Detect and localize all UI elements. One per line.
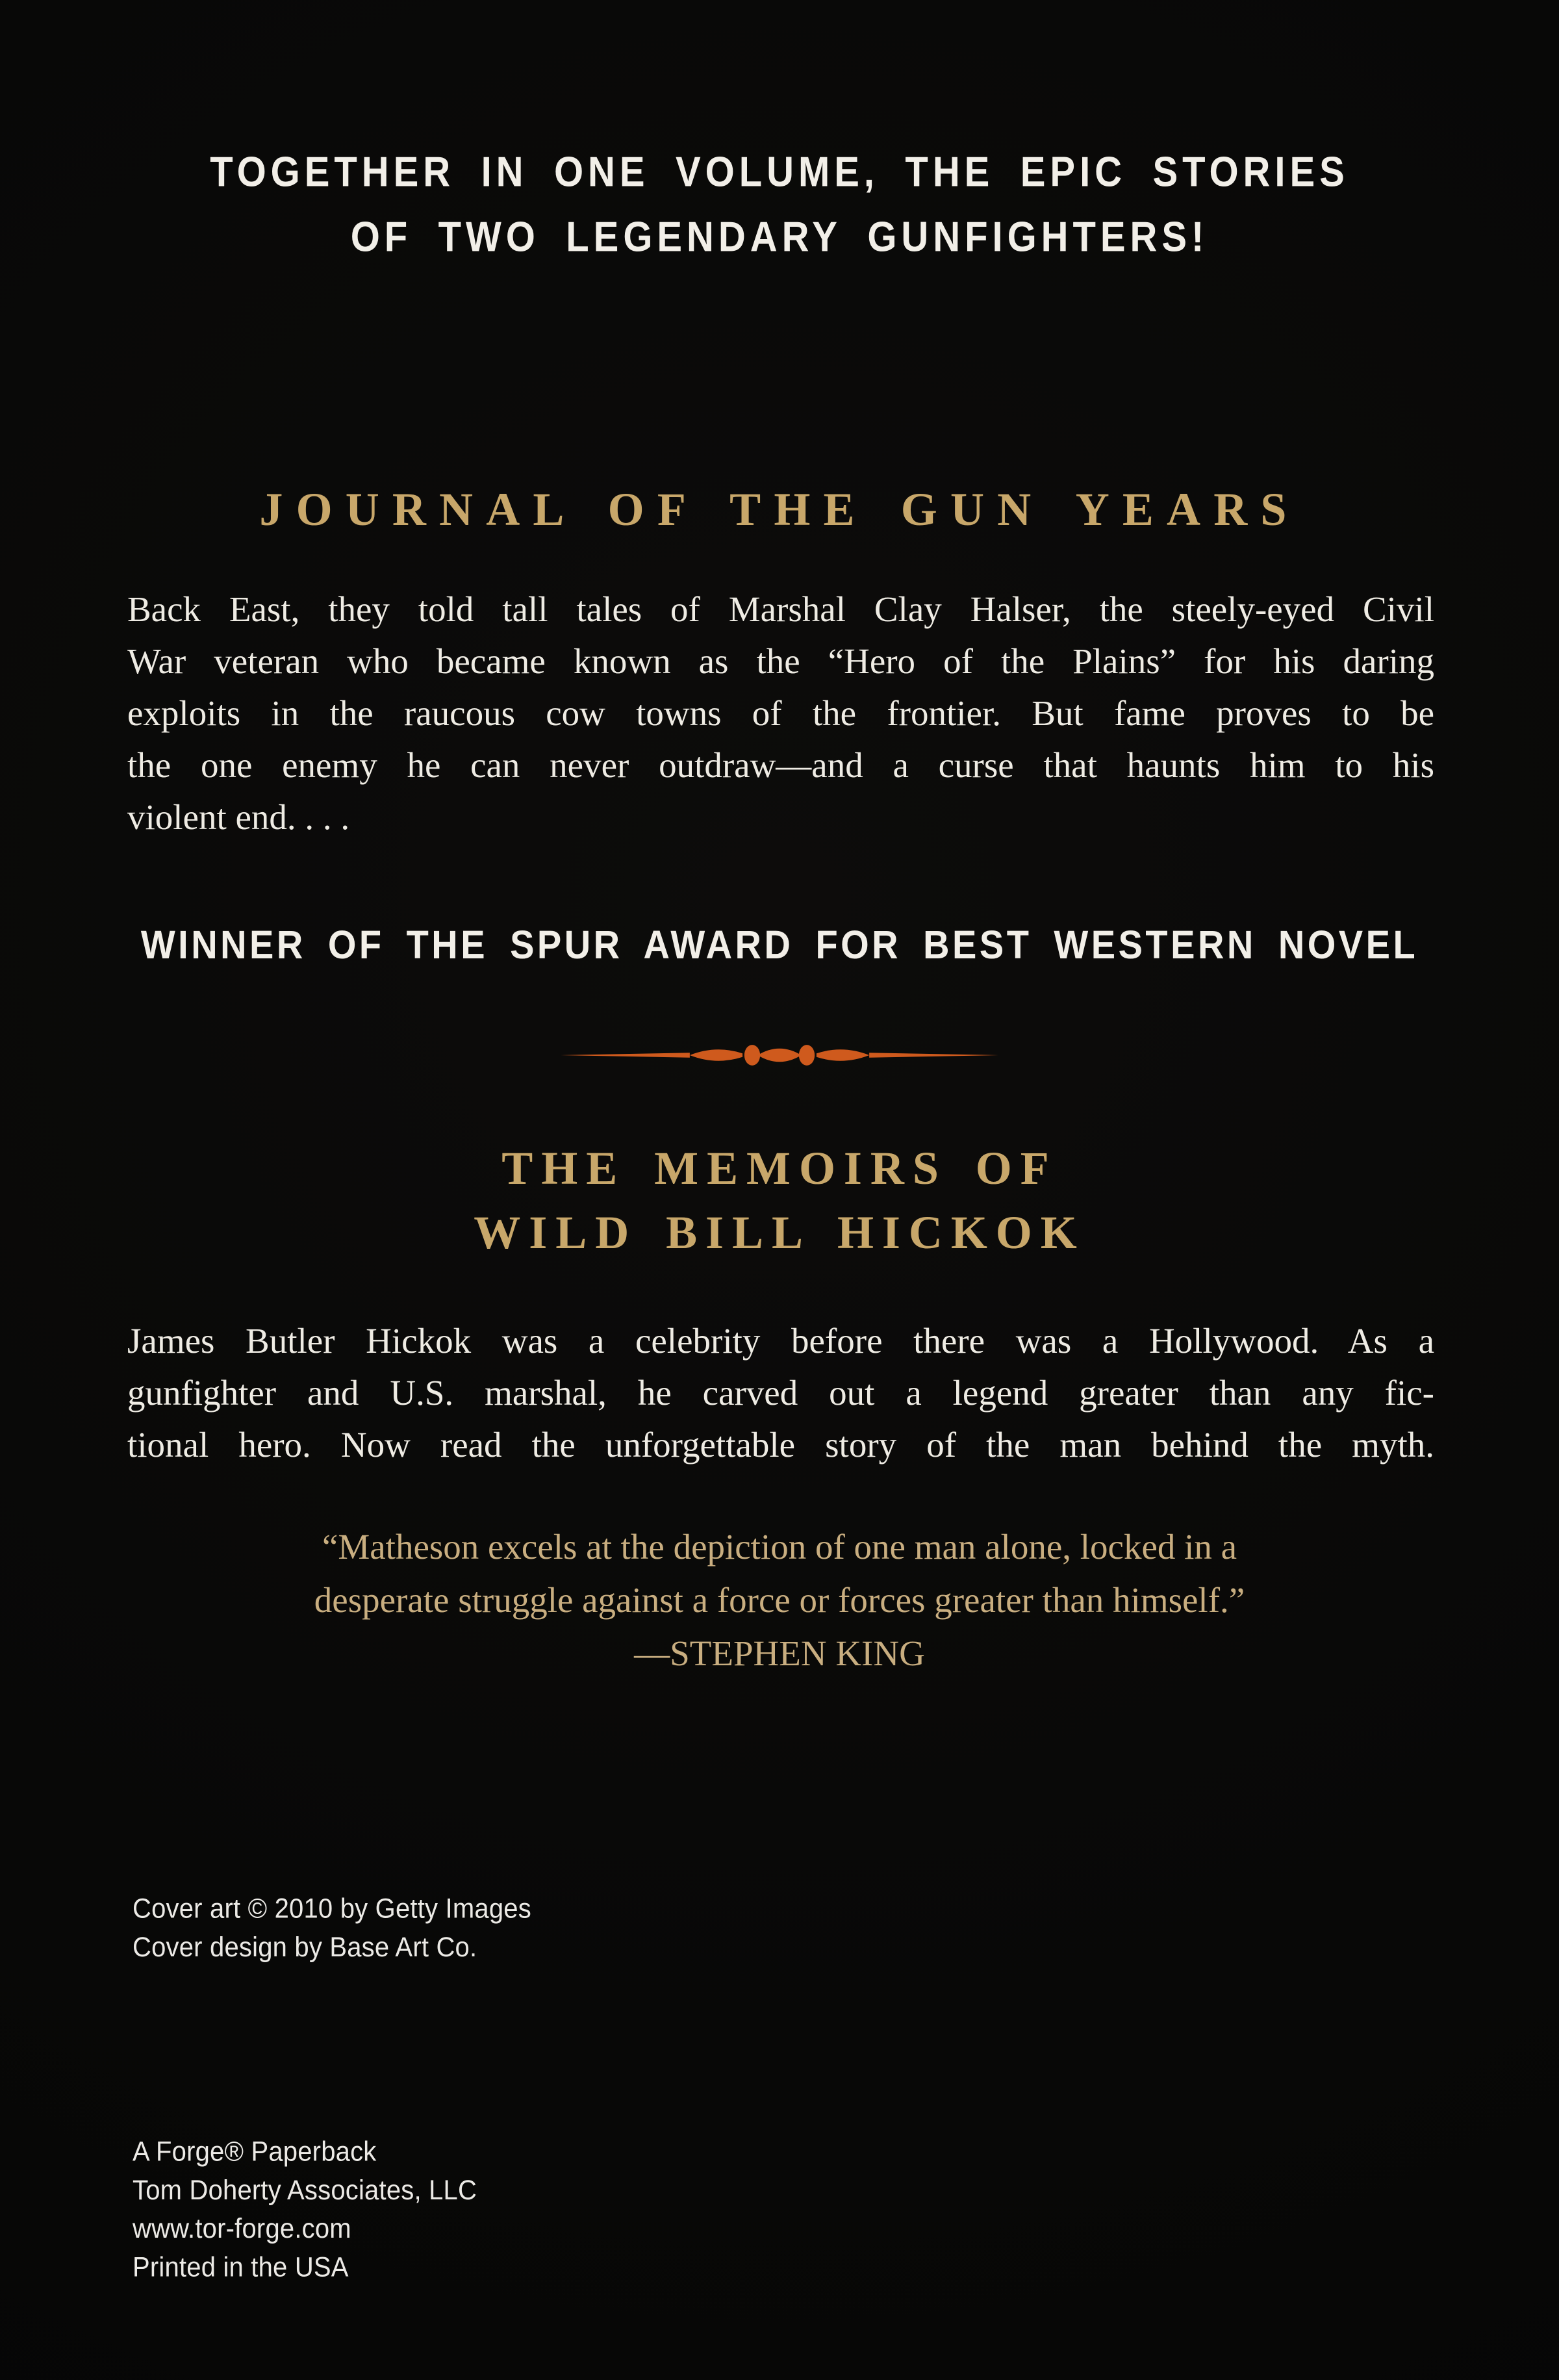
publisher-website: www.tor-forge.com [133, 2214, 351, 2244]
memoirs-title-line-2: WILD BILL HICKOK [474, 1207, 1085, 1259]
journal-paragraph-line: Back East, they told tall tales of Marshal Clay Halser, the steely-eyed Civil [127, 589, 1434, 629]
memoirs-paragraph-line: gunfighter and U.S. marshal, he carved out a legend greater than any fic- [127, 1373, 1434, 1413]
memoirs-paragraph-line: tional hero. Now read the unforgettable story of the man behind the myth. [127, 1425, 1434, 1465]
memoirs-title [0, 1136, 1559, 1265]
journal-paragraph-line: the one enemy he can never outdraw—and a curse that haunts him to his [127, 745, 1434, 785]
headline-line-1: TOGETHER IN ONE VOLUME, THE EPIC STORIES [210, 148, 1349, 196]
cover-credits [133, 1889, 531, 1967]
journal-paragraph [127, 583, 1434, 843]
publisher-printed-in: Printed in the USA [133, 2252, 349, 2283]
ornamental-rule-icon [555, 1037, 1004, 1073]
journal-title: JOURNAL OF THE GUN YEARS [259, 483, 1300, 535]
journal-paragraph-line: exploits in the raucous cow towns of the frontier. But fame proves to be [127, 693, 1434, 733]
quote-line-2: desperate struggle against a force or forces greater than himself.” [314, 1580, 1245, 1620]
quote-attribution: —STEPHEN KING [634, 1633, 925, 1673]
headline-line-2: OF TWO LEGENDARY GUNFIGHTERS! [350, 213, 1209, 261]
headline [0, 140, 1559, 269]
cover-art-credit: Cover art © 2010 by Getty Images [133, 1893, 531, 1924]
stephen-king-quote [0, 1520, 1559, 1680]
cover-design-credit: Cover design by Base Art Co. [133, 1932, 477, 1963]
spur-award-line: WINNER OF THE SPUR AWARD FOR BEST WESTERN NOVEL [140, 922, 1419, 967]
publisher-block [133, 2132, 477, 2286]
journal-paragraph-line: violent end. . . . [127, 797, 350, 837]
quote-line-1: “Matheson excels at the depiction of one man alone, locked in a [322, 1527, 1237, 1567]
memoirs-paragraph-line: James Butler Hickok was a celebrity before there was a Hollywood. As a [127, 1321, 1434, 1361]
publisher-imprint: A Forge® Paperback [133, 2136, 377, 2167]
journal-paragraph-line: War veteran who became known as the “Hero of the Plains” for his daring [127, 641, 1434, 681]
memoirs-paragraph [127, 1315, 1434, 1471]
publisher-company: Tom Doherty Associates, LLC [133, 2175, 477, 2206]
memoirs-title-line-1: THE MEMOIRS OF [501, 1142, 1058, 1194]
